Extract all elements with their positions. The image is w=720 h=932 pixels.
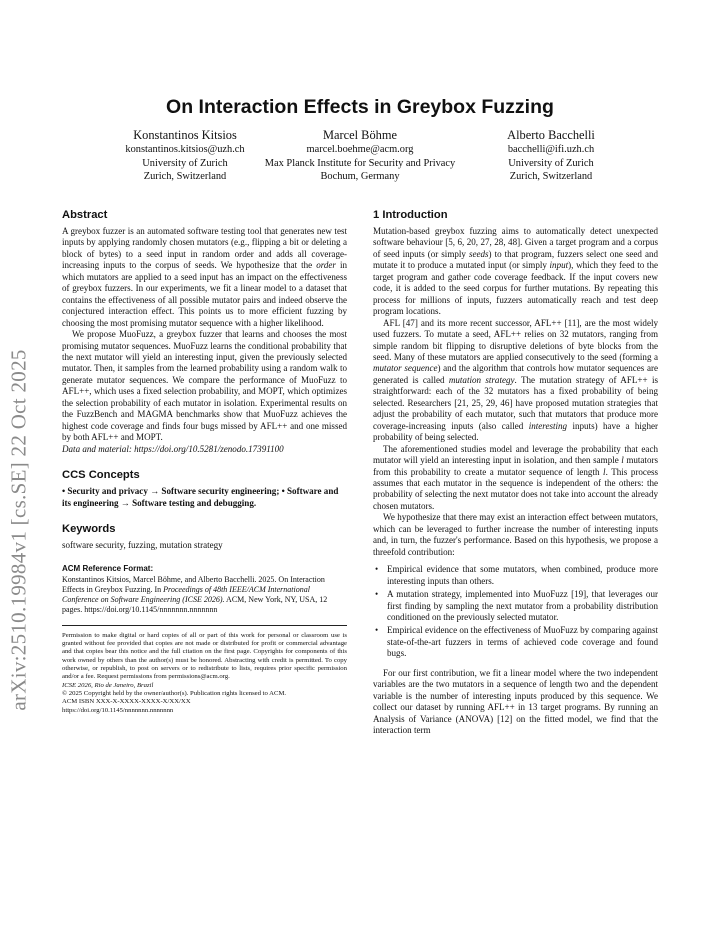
intro-paragraph: We hypothesize that there may exist an interaction effect between mutators, which can be leveraged to further increase the number of interesting inputs and, in turn, the fuzzer's performance. Based on this hypothesis, we propose a threefold contribution:: [373, 512, 658, 557]
acm-reference: [62, 563, 347, 614]
acm-reference-text: Konstantinos Kitsios, Marcel Böhme, and Alberto Bacchelli. 2025. On Interaction Effects in Greybox Fuzzing. In Proceedings of 48th IEEE/ACM International Conference on Software Engineering (ICSE 2026). ACM, New York, NY, USA, 12 pages. https://doi.org/10.1145/nnnnnnn.nnnnnnn: [62, 574, 328, 614]
abstract-paragraph: We propose MuoFuzz, a greybox fuzzer that learns and chooses the most promising mutator sequences. MuoFuzz learns the conditional probability that the next mutator will yield an interesting input, given the previously selected mutator. Then, it samples from the learned probability using a random walk to generate mutator sequences. We compare the performance of MuoFuzz to AFL++, which uses a fixed selection probability, and MOPT, which optimizes the selection probability of each mutator in isolation. Experimental results on the FuzzBench and MAGMA benchmarks show that MuoFuzz achieves the highest code coverage and finds four bugs missed by AFL++ and one missed by both AFL++ and MOPT.: [62, 329, 347, 443]
author-affiliation: Max Planck Institute for Security and Privacy: [264, 157, 456, 169]
author-name: Alberto Bacchelli: [507, 128, 595, 142]
data-availability: Data and material: https://doi.org/10.5281/zenodo.17391100: [62, 443, 284, 454]
keywords-heading: Keywords: [62, 522, 116, 535]
ccs-concepts: • Security and privacy → Software security engineering; • Software and its engineering → Software testing and debugging.: [62, 486, 339, 508]
list-item: • A mutation strategy, implemented into MuoFuzz [19], that leverages our first finding by sampling the next mutator from a probability distribution conditioned on the previously selected mutator.: [375, 589, 658, 622]
intro-paragraph: The aforementioned studies model and leverage the probability that each mutator will yield an interesting input in isolation, and then sample l mutators from this probability to create a mutator sequence of length l. This process assumes that each mutator in the sequence is independent of the others: the probability of selecting the next mutator does not take into account the already chosen mutators.: [373, 443, 658, 511]
author-location: Zurich, Switzerland: [143, 171, 227, 183]
abstract-heading: Abstract: [62, 209, 108, 221]
right-column: [373, 209, 658, 736]
arxiv-stamp: [4, 349, 34, 711]
acm-reference-heading: ACM Reference Format:: [62, 564, 154, 574]
intro-paragraph: For our first contribution, we fit a linear model where the two independent variables are the two mutators in a sequence of length two and the dependent variable is the number of interesting inputs produced by this sequence. We collect our dataset by running AFL++ in 13 target programs. By running an Analysis of Variance (ANOVA) [12] on the fitted model, we find that the interaction term: [373, 667, 658, 736]
author-location: Zurich, Switzerland: [509, 171, 593, 183]
author-block: [263, 128, 457, 184]
permission-notice: Permission to make digital or hard copies of all or part of this work for personal or classroom use is granted without fee provided that copies are not made or distributed for profit or commercial advantage and that copies bear this notice and the full citation on the first page. Copyrights for components of this work owned by others than the author(s) must be honored. Abstracting with credit is permitted. To copy otherwise, or republish, to post on servers or to redistribute to lists, requires prior specific permission and/or a fee. Request permissions from permissions@acm.org. ICSE 2026, Rio de Janeiro, Brazil © 2025 Copyright held by the owner/author(s). Publication rights licensed to ACM. ACM ISBN XXX-X-XXXX-XXXX-X/XX/XX https://doi.org/10.1145/nnnnnnn.nnnnnnn: [62, 631, 347, 714]
left-column: [62, 209, 347, 715]
list-item: • Empirical evidence on the effectiveness of MuoFuzz by comparing against state-of-the-art fuzzers in terms of achieved code coverage and found bugs.: [375, 625, 658, 659]
ccs-heading: CCS Concepts: [62, 469, 140, 482]
intro-paragraph: AFL [47] and its more recent successor, AFL++ [11], are the most widely used fuzzers. To mutate a seed, AFL++ relies on 32 mutators, ranging from simple random bit flipping to disruptive deletions of byte blocks from the seed. Many of these mutators are applied consecutively to the seed (forming a mutator sequence) and the algorithm that controls how mutator sequences are generated is called mutation strategy. The mutation strategy of AFL++ is straightforward: each of the 32 mutators has a fixed probability of being selected. Researchers [21, 25, 29, 46] have proposed mutation strategies that adjust the probability of each mutator, such that mutators that produce more coverage-increasing inputs (also called interesting inputs) have a higher probability of being selected.: [373, 317, 658, 443]
author-name: Marcel Böhme: [323, 128, 397, 142]
intro-heading: 1 Introduction: [373, 209, 448, 221]
author-location: Bochum, Germany: [320, 171, 400, 183]
intro-paragraph: Mutation-based greybox fuzzing aims to automatically detect unexpected software behaviour [5, 6, 20, 27, 28, 48]. Given a target program and a corpus of seed inputs (or simply seeds) to that program, fuzzers select one seed and mutate it to produce a mutated input (or simply input), which they feed to the target program and gather code coverage feedback. If the input covers new code, it is added to the seed corpus for further mutations. By repeating this process for millions of inputs, fuzzers automatically reach and test deep program locations.: [373, 226, 659, 317]
paper-title: On Interaction Effects in Greybox Fuzzing: [166, 96, 554, 118]
author-block: [100, 128, 270, 184]
keywords-text: software security, fuzzing, mutation strategy: [62, 539, 223, 550]
author-email: marcel.boehme@acm.org: [306, 144, 414, 155]
author-name: Konstantinos Kitsios: [133, 128, 237, 142]
author-affiliation: University of Zurich: [508, 157, 594, 169]
author-affiliation: University of Zurich: [142, 157, 228, 169]
abstract-paragraph: A greybox fuzzer is an automated software testing tool that generates new test inputs by applying randomly chosen mutators (e.g., flipping a bit or deleting a block of bytes) to a seed input in random order and adds all coverage-increasing inputs to the corpus of seeds. We hypothesize that the order in which mutators are applied to a seed input has an impact on the effectiveness of greybox fuzzers. In our experiments, we fit a linear model to a dataset that contains the effectiveness of all possible mutator pairs and indeed observe the conjectured interaction effect. This points us to more efficient fuzzing by choosing the most promising mutator sequence with a higher likelihood.: [62, 226, 347, 328]
author-block: [468, 128, 634, 184]
contribution-list: [373, 564, 658, 660]
arxiv-id: arXiv:2510.19984v1 [cs.SE] 22 Oct 2025: [6, 349, 31, 711]
author-email: konstantinos.kitsios@uzh.ch: [125, 144, 245, 155]
list-item: • Empirical evidence that some mutators, when combined, produce more interesting inputs than others.: [375, 564, 658, 586]
author-email: bacchelli@ifi.uzh.ch: [507, 144, 595, 155]
footnote-divider: [62, 625, 347, 626]
